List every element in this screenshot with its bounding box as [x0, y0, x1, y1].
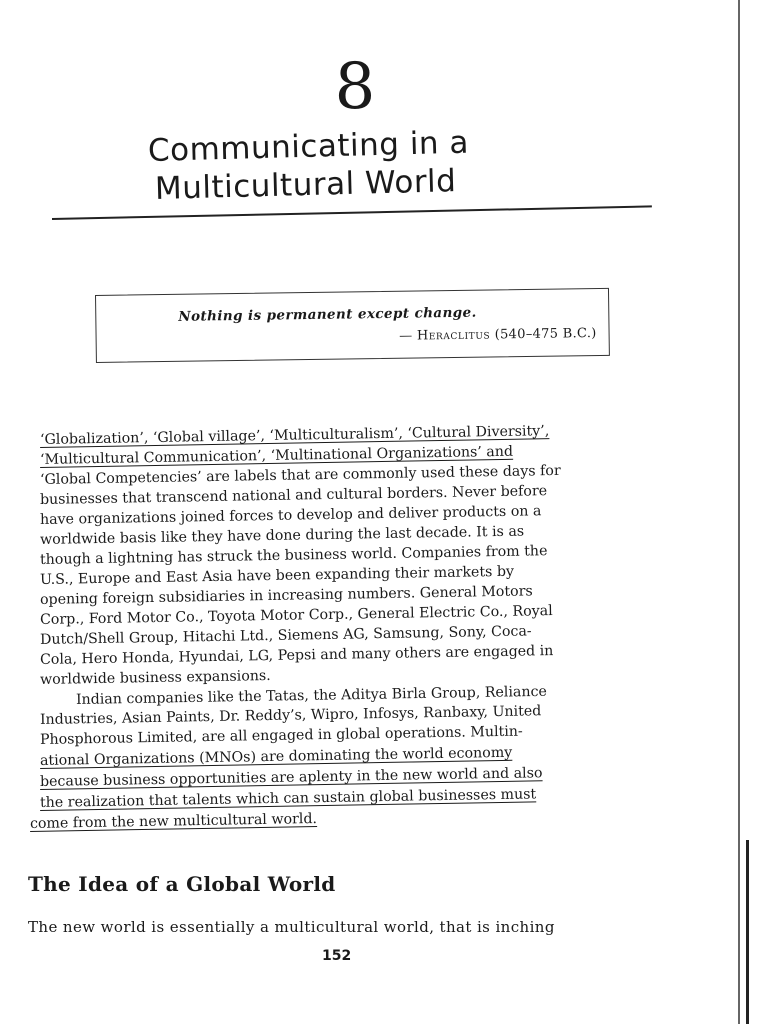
- para1-line: worldwide business expansions.: [39, 667, 271, 688]
- para2-line: the realization that talents which can sustain global businesses must: [39, 786, 537, 811]
- epigraph-author: Heraclitus: [416, 327, 491, 344]
- epigraph-attribution: [399, 326, 597, 344]
- attribution-dash: —: [399, 328, 418, 344]
- para1-line: Cola, Hero Honda, Hyundai, LG, Pepsi and many others are engaged in: [39, 643, 554, 668]
- chapter-number: 8: [334, 50, 376, 124]
- para1-line: Corp., Ford Motor Co., Toyota Motor Corp., General Electric Co., Royal: [39, 603, 553, 628]
- page-edge-right: [738, 0, 740, 1024]
- page-edge-right-dark: [746, 840, 749, 1024]
- section-heading: The Idea of a Global World: [28, 872, 336, 896]
- page-number: 152: [322, 948, 352, 964]
- chapter-title-line1: Communicating in a: [147, 124, 470, 169]
- para1-line: opening foreign subsidiaries in increasing numbers. General Motors: [39, 583, 533, 608]
- para2-line: because business opportunities are aplenty in the new world and also: [39, 765, 543, 790]
- title-rule: [52, 205, 652, 220]
- para1-line: ‘Global Competencies’ are labels that are commonly used these days for: [39, 462, 561, 488]
- para1-line: worldwide basis like they have done during the last decade. It is as: [39, 523, 525, 548]
- para2-line: come from the new multicultural world.: [29, 810, 318, 832]
- para1-line: though a lightning has struck the business world. Companies from the: [39, 543, 548, 568]
- epigraph-quote: Nothing is permanent except change.: [178, 304, 477, 325]
- chapter-title-line2: Multicultural World: [154, 163, 457, 207]
- para1-line: U.S., Europe and East Asia have been expanding their markets by: [39, 563, 515, 588]
- epigraph-dates: (540–475 B.C.): [490, 326, 597, 343]
- para1-line: businesses that transcend national and cultural borders. Never before: [39, 483, 548, 508]
- para1-line: have organizations joined forces to develop and deliver products on a: [39, 503, 542, 528]
- section-first-line: The new world is essentially a multicultural world, that is inching: [28, 918, 555, 936]
- para2-line: Phosphorous Limited, are all engaged in global operations. Multin-: [39, 723, 523, 748]
- para1-line: Dutch/Shell Group, Hitachi Ltd., Siemens AG, Samsung, Sony, Coca-: [39, 623, 532, 648]
- para2-line: Industries, Asian Paints, Dr. Reddy’s, Wipro, Infosys, Ranbaxy, United: [39, 703, 542, 728]
- para1-line: ‘Globalization’, ‘Global village’, ‘Multiculturalism’, ‘Cultural Diversity’,: [39, 423, 550, 448]
- para1-line: ‘Multicultural Communication’, ‘Multinational Organizations’ and: [39, 443, 514, 468]
- para2-line: ational Organizations (MNOs) are dominating the world economy: [39, 744, 513, 769]
- epigraph-box: [95, 288, 610, 363]
- para2-line: Indian companies like the Tatas, the Aditya Birla Group, Reliance: [75, 683, 548, 708]
